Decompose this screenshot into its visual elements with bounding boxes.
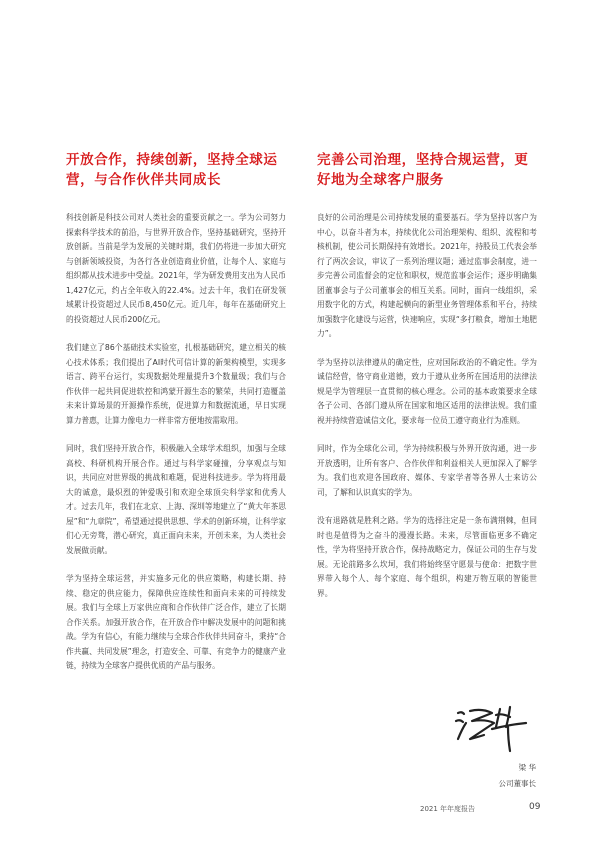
paragraph: 科技创新是科技公司对人类社会的重要贡献之一。学为公司努力探索科学技术的前沿，与世界开放合作，坚持基础研究，坚持开放创新。当前是学为发展的关键时期，我们仍将进一步加大研究与创新领域投资，为各行各业创造商业价值，让每个人、家庭与组织都从技术进步中受益。2021年，学为研发费用支出为人民币1,427亿元，约占全年收入的22.4%。过去十年，我们在研发领域累计投资超过人民币8,450亿元。近几年，每年在基础研究上的投资超过人民币200亿元。	[66, 213, 286, 324]
page-number: 09	[529, 802, 541, 812]
signer-block	[499, 760, 537, 792]
paragraph: 没有退路就是胜利之路。学为的选择注定是一条布满荆棘，但同时也是值得为之奋斗的漫漫长路。未来，尽管面临更多不确定性，学为将坚持开放合作，保持战略定力，保证公司的生存与发展。无论前路多么坎坷，我们将始终坚守愿景与使命：把数字世界带入每个人、每个家庭、每个组织，构建万物互联的智能世界。	[317, 516, 537, 598]
signer-name: 梁 华	[518, 763, 536, 772]
signer-title: 公司董事长	[498, 779, 536, 788]
paragraph: 良好的公司治理是公司持续发展的重要基石。学为坚持以客户为中心，以奋斗者为本，持续优化公司治理架构、组织、流程和考核机制，使公司长期保持有效增长。2021年，持股员工代表会举行了两次会议，审议了一系列治理议题；通过监事会制度，进一步完善公司监督会的定位和职权，规范监事会运作；逐步明确集团董事会与子公司董事会的相互关系。同时，面向一线组织，采用数字化的方式，构建起横向的新型业务管理体系和平台，持续加强数字化建设与运营，快速响应，实现“多打粮食，增加土地肥力”。	[317, 213, 537, 338]
paragraph: 学为坚持全球运营，并实施多元化的供应策略，构建长期、持续、稳定的供应能力，保障供应连续性和面向未来的可持续发展。我们与全球上万家供应商和合作伙伴广泛合作，建立了长期合作关系。加强开放合作，在开放合作中解决发展中的问题和挑战。学为有信心，有能力继续与全球合作伙伴共同奋斗，秉持“合作共赢、共同发展”理念，打造安全、可靠、有竞争力的健康产业链，持续为全球客户提供优质的产品与服务。	[66, 574, 286, 670]
signature-image	[452, 705, 532, 753]
left-column	[66, 150, 286, 688]
paragraph: 同时，我们坚持开放合作，积极融入全球学术组织，加强与全球高校、科研机构开展合作。通过与科学家碰撞，分享观点与知识，共同应对世界级的挑战和难题，促进科技进步。学为将用最大的诚意，最炽烈的钟爱吸引和欢迎全球顶尖科学家和优秀人才。过去几年，我们在北京、上海、深圳等地建立了“黄大年茶思屋”和“九章院”，希望通过提供思想、学术的创新环境，让科学家们心无旁骛，潜心研究，真正面向未来，开创未来，为人类社会发展做贡献。	[66, 444, 286, 555]
section-heading-open-cooperation: 开放合作，持续创新，坚持全球运营，与合作伙伴共同成长	[66, 152, 278, 188]
right-column	[317, 150, 537, 615]
paragraph: 学为坚持以法律遵从的确定性，应对国际政治的不确定性。学为诚信经营，恪守商业道德，致力于遵从业务所在国适用的法律法规是学为管理层一直贯彻的核心理念。公司的基本政策要求全球各子公司、各部门遵从所在国家和地区适用的法律法规。我们重视并持续营造诚信文化，要求每一位员工遵守商业行为准则。	[317, 357, 537, 425]
paragraph: 我们建立了86个基础技术实验室，扎根基础研究，建立相关的核心技术体系；我们提出了AI时代可信计算的新架构模型，实现多语言、跨平台运行，实现数据处理量提升3个数量级；我们与合作伙伴一起共同促进软控和鸿蒙开源生态的繁荣，共同打造覆盖未来计算场景的开源操作系统，促进算力和数据流通，早日实现算力普惠，让算力像电力一样非常方便地按需取用。	[66, 343, 286, 425]
report-title-footer: 2021 年年度报告	[420, 805, 476, 813]
paragraph: 同时，作为全球化公司，学为持续积极与外界开放沟通，进一步开放透明，让所有客户、合作伙伴和利益相关人更加深入了解学为。我们也欢迎各国政府、媒体、专家学者等各界人士来访公司，了解和认识真实的学为。	[317, 444, 537, 497]
section-heading-governance: 完善公司治理，坚持合规运营，更好地为全球客户服务	[317, 152, 529, 188]
